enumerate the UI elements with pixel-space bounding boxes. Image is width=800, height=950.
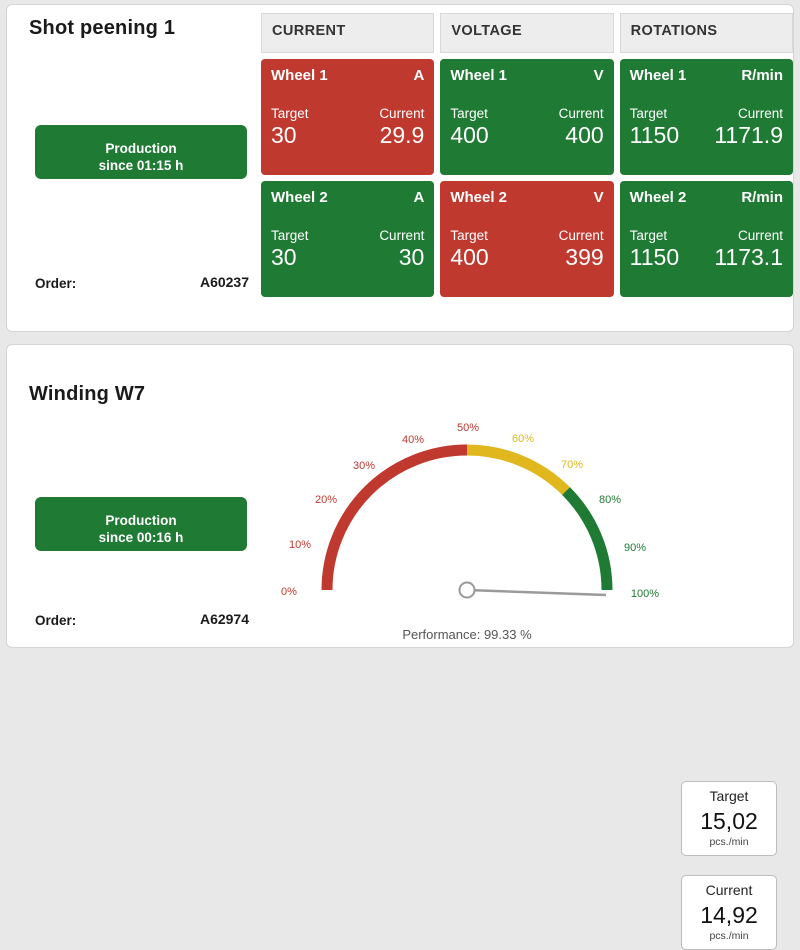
metric-card[interactable] — [440, 59, 613, 175]
metric-target-value: 30 — [271, 244, 297, 270]
production-button-line1: Production — [105, 512, 177, 528]
column-header-current: CURRENT — [261, 13, 434, 53]
order-label: Order: — [35, 276, 77, 291]
metric-target-value: 1150 — [629, 122, 680, 148]
gauge-tick-20: 20% — [314, 494, 338, 506]
production-status-button-winding[interactable] — [35, 497, 247, 551]
metric-card[interactable] — [440, 181, 613, 297]
order-value: A60237 — [199, 274, 249, 290]
gauge-tick-100: 100% — [630, 588, 660, 600]
metric-card[interactable] — [620, 181, 793, 297]
metric-current-value: 1173.1 — [714, 244, 783, 270]
metric-unit: A — [413, 189, 425, 206]
gauge-tick-0: 0% — [281, 586, 297, 598]
metric-wheel-name: Wheel 1 — [450, 67, 508, 84]
metric-unit: R/min — [741, 189, 783, 206]
metric-unit: V — [593, 67, 604, 84]
kpi-current-title: Current — [705, 882, 753, 898]
metrics-grid — [261, 13, 793, 297]
metric-wheel-name: Wheel 1 — [629, 67, 687, 84]
kpi-current-value: 14,92 — [700, 902, 758, 928]
metric-target-label: Target — [629, 228, 668, 243]
metric-target-label: Target — [450, 228, 488, 243]
gauge-tick-70: 70% — [560, 459, 584, 471]
kpi-target-title: Target — [709, 788, 749, 804]
metric-current-label: Current — [737, 106, 783, 121]
metric-target-value: 400 — [450, 244, 489, 270]
metric-target-value: 1150 — [629, 244, 680, 270]
production-button-line1: Production — [105, 140, 177, 156]
metric-wheel-name: Wheel 1 — [271, 67, 328, 84]
metric-current-value: 400 — [565, 122, 604, 148]
gauge-svg — [267, 405, 667, 635]
production-button-line2: since 00:16 h — [98, 529, 184, 545]
metric-current-label: Current — [737, 228, 783, 243]
kpi-current-unit: pcs./min — [709, 930, 749, 942]
metric-card[interactable] — [620, 59, 793, 175]
gauge-tick-30: 30% — [352, 460, 376, 472]
metric-wheel-name: Wheel 2 — [629, 189, 687, 206]
metric-unit: V — [593, 189, 604, 206]
production-status-button[interactable] — [35, 125, 247, 179]
metric-current-value: 399 — [565, 244, 604, 270]
gauge-tick-60: 60% — [511, 433, 535, 445]
metric-target-label: Target — [450, 106, 488, 121]
machine-panel-shot-peening — [6, 4, 794, 332]
order-label-winding: Order: — [35, 613, 77, 628]
metric-unit: R/min — [741, 67, 783, 84]
machine-panel-winding — [6, 344, 794, 942]
kpi-target-unit: pcs./min — [709, 836, 749, 848]
order-value-winding: A62974 — [199, 611, 249, 627]
metric-card[interactable] — [261, 181, 434, 297]
gauge-tick-10: 10% — [288, 539, 312, 551]
metric-current-label: Current — [379, 228, 425, 243]
kpi-target-value: 15,02 — [700, 808, 758, 834]
gauge-band-yellow — [467, 450, 566, 491]
metric-target-label: Target — [629, 106, 668, 121]
metric-target-label: Target — [271, 228, 309, 243]
page-title: Shot peening 1 — [29, 17, 176, 39]
gauge-tick-50: 50% — [456, 422, 480, 434]
metric-unit: A — [413, 67, 425, 84]
metric-target-label: Target — [271, 106, 309, 121]
metric-current-label: Current — [558, 228, 604, 243]
metric-current-value: 1171.9 — [714, 122, 783, 148]
metric-current-value: 29.9 — [379, 122, 425, 148]
gauge-needle — [467, 590, 606, 595]
metric-wheel-name: Wheel 2 — [450, 189, 508, 206]
metric-target-value: 30 — [271, 122, 297, 148]
gauge-tick-80: 80% — [598, 494, 622, 506]
performance-label: Performance: 99.33 % — [402, 627, 532, 642]
gauge-needle-hub — [460, 583, 475, 598]
column-header-voltage: VOLTAGE — [440, 13, 613, 53]
production-button-line2: since 01:15 h — [98, 157, 184, 173]
kpi-target-card[interactable] — [681, 781, 777, 856]
page-title-winding: Winding W7 — [29, 383, 146, 405]
metric-target-value: 400 — [450, 122, 489, 148]
gauge-tick-90: 90% — [623, 542, 647, 554]
metric-current-value: 30 — [398, 244, 425, 270]
metric-wheel-name: Wheel 2 — [271, 189, 328, 206]
metric-card[interactable] — [261, 59, 434, 175]
metric-current-label: Current — [379, 106, 425, 121]
gauge-band-red — [327, 450, 467, 590]
gauge-tick-40: 40% — [401, 434, 425, 446]
column-header-rotations: ROTATIONS — [620, 13, 793, 53]
performance-gauge — [267, 405, 667, 635]
kpi-current-card[interactable] — [681, 875, 777, 950]
metric-current-label: Current — [558, 106, 604, 121]
